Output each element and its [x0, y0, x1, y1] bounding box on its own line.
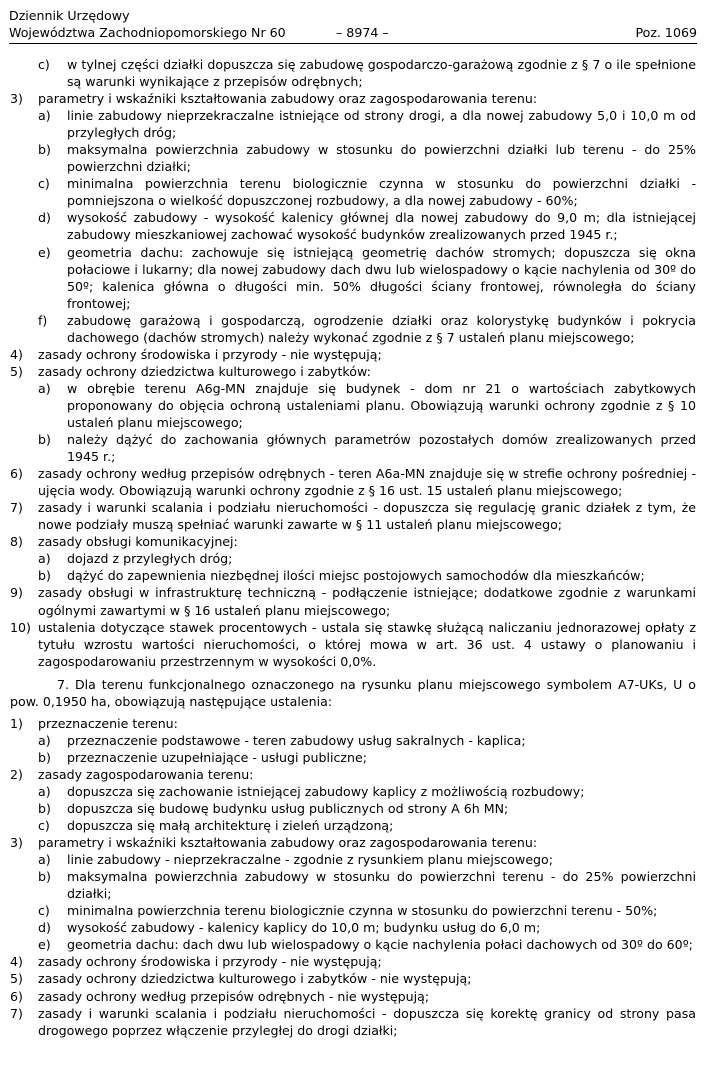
item-text: parametry i wskaźniki kształtowania zabudowy oraz zagospodarowania terenu: — [38, 91, 538, 107]
item-number: 3) — [10, 835, 23, 851]
sub-list-item — [10, 800, 696, 817]
list-item — [10, 363, 696, 380]
item-number: a) — [38, 380, 51, 396]
item-text: wysokość zabudowy - kalenicy kaplicy do 10,0 m; budynku usług do 6,0 m; — [67, 920, 541, 936]
item-text: dojazd z przyległych dróg; — [67, 551, 233, 567]
position-number: Poz. 1069 — [635, 25, 697, 40]
item-text: wysokość zabudowy - wysokość kalenicy głównej dla nowej zabudowy do 9,0 m; dla istniejącej zabudowy mieszkaniowej zachować wysokość budynków zrealizowanych przed 1945 r.; — [67, 210, 696, 243]
item-text: minimalna powierzchnia terenu biologicznie czynna w stosunku do powierzchni terenu - 50%; — [67, 903, 658, 919]
list-item — [10, 766, 696, 783]
item-text: zasady ochrony dziedzictwa kulturowego i zabytków - nie występują; — [38, 971, 472, 987]
item-number: d) — [38, 210, 51, 226]
list-item — [10, 346, 696, 363]
item-text: zasady ochrony środowiska i przyrody - nie występują; — [38, 346, 382, 362]
item-number: a) — [38, 108, 51, 124]
item-number: 4) — [10, 954, 23, 970]
journal-name-line: Dziennik Urzędowy — [9, 8, 130, 23]
item-text: należy dążyć do zachowania głównych parametrów pozostałych domów zrealizowanych przed 1945 r.; — [67, 432, 696, 465]
sub-list-item — [10, 851, 696, 868]
item-number: 7) — [10, 1005, 23, 1021]
item-text: dopuszcza się małą architekturę i zieleń urządzoną; — [67, 818, 394, 834]
sub-list-item — [10, 936, 696, 953]
item-text: zasady obsługi w infrastrukturę techniczną - podłączenie istniejące; dodatkowe zgodnie z warunkami ogólnymi zawartymi w § 16 ustaleń planu miejscowego; — [38, 585, 696, 618]
list-item — [10, 970, 696, 987]
item-text: w obrębie terenu A6g-MN znajduje się budynek - dom nr 21 o wartościach zabytkowych proponowany do objęcia ochroną ustaleniami planu. Obowiązują warunki ochrony zgodnie z § 10 ustaleń planu miejscowego; — [67, 380, 696, 430]
item-number: c) — [38, 903, 50, 919]
item-number: d) — [38, 920, 51, 936]
list-item — [10, 715, 696, 732]
item-number: c) — [38, 57, 50, 72]
list-item — [10, 533, 696, 550]
item-text: zasady ochrony środowiska i przyrody - nie występują; — [38, 954, 382, 970]
item-text: minimalna powierzchnia terenu biologicznie czynna w stosunku do powierzchni działki - pomniejszona o wielkość dopuszczonej rozbudowy, a dla nowej zabudowy - 60%; — [67, 176, 696, 209]
item-text: maksymalna powierzchnia zabudowy w stosunku do powierzchni działki lub terenu - do 25% powierzchni działki; — [67, 142, 696, 175]
sub-list-item — [10, 175, 696, 209]
item-text: zasady i warunki scalania i podziału nieruchomości - dopuszcza się korektę granicy od strony pasa drogowego poprzez włączenie przyległej do drogi działki; — [38, 1005, 696, 1038]
item-text: dopuszcza się budowę budynku usług publicznych od strony A 6h MN; — [67, 801, 509, 817]
item-number: b) — [38, 142, 51, 158]
item-number: 2) — [10, 766, 23, 782]
list-item — [10, 953, 696, 970]
sub-list-item — [10, 244, 696, 312]
item-number: 9) — [10, 585, 23, 601]
document-body — [10, 56, 696, 1039]
sub-list-item — [10, 550, 696, 567]
item-text: ustalenia dotyczące stawek procentowych - ustala się stawkę służącą naliczaniu jednorazowej opłaty z tytułu wzrostu wartości nieruchomości, o której mowa w art. 36 ust. 4 ustawy o planowaniu i zagospodarowaniu przestrzennym w wysokości 0,0%. — [38, 619, 696, 669]
item-text: maksymalna powierzchnia zabudowy w stosunku do powierzchni terenu - do 25% powierzchni działki; — [67, 869, 696, 902]
list-item — [10, 1005, 696, 1039]
list-item — [10, 499, 696, 533]
item-number: 6) — [10, 988, 23, 1004]
item-number: 5) — [10, 363, 23, 379]
item-number: a) — [38, 783, 51, 799]
header-divider — [9, 43, 697, 44]
item-text: przeznaczenie terenu: — [38, 715, 178, 731]
list-item — [10, 834, 696, 851]
item-text: zasady ochrony według przepisów odrębnych - nie występują; — [38, 988, 430, 1004]
list-item — [10, 584, 696, 618]
page-number: – 8974 – — [336, 25, 389, 40]
sub-list-item — [10, 732, 696, 749]
item-number: c) — [38, 818, 50, 834]
item-number: a) — [38, 852, 51, 868]
item-number: b) — [38, 869, 51, 885]
sub-list-item — [10, 749, 696, 766]
sub-list-item — [10, 107, 696, 141]
list-item — [10, 465, 696, 499]
item-number: 3) — [10, 91, 23, 107]
item-text: dopuszcza się zachowanie istniejącej zabudowy kaplicy z możliwością rozbudowy; — [67, 783, 585, 799]
item-text: linie zabudowy nieprzekraczalne istniejące od strony drogi, a dla nowej zabudowy 5,0 i 10,0 m od przyległych dróg; — [67, 108, 696, 141]
item-number: 1) — [10, 715, 23, 731]
item-number: 8) — [10, 534, 23, 550]
item-text: zasady zagospodarowania terenu: — [38, 766, 254, 782]
section-paragraph: 7. Dla terenu funkcjonalnego oznaczonego na rysunku planu miejscowego symbolem A7-UKs, U o pow. 0,1950 ha, obowiązują następujące ustalenia: — [10, 676, 696, 709]
sub-list-item — [10, 209, 696, 243]
item-number: b) — [38, 801, 51, 817]
item-number: e) — [38, 244, 51, 260]
sub-list-item — [10, 312, 696, 346]
item-number: 7) — [10, 500, 23, 516]
item-text: zasady ochrony według przepisów odrębnych - teren A6a-MN znajduje się w strefie ochrony pośredniej - ujęcia wody. Obowiązują warunki ochrony zgodnie z § 16 ust. 15 ustaleń planu miejscowego; — [38, 466, 696, 499]
item-number: b) — [38, 568, 51, 584]
item-number: a) — [38, 732, 51, 748]
item-text: zasady ochrony dziedzictwa kulturowego i zabytków: — [38, 363, 371, 379]
item-number: a) — [38, 551, 51, 567]
item-text: w tylnej części działki dopuszcza się zabudowę gospodarczo-garażową zgodnie z § 7 o ile spełnione są warunki wynikające z przepisów odrębnych; — [67, 57, 696, 90]
journal-title: Województwa Zachodniopomorskiego Nr 60 — [9, 25, 286, 40]
item-text: linie zabudowy - nieprzekraczalne - zgodnie z rysunkiem planu miejscowego; — [67, 852, 554, 868]
sub-list-item — [10, 817, 696, 834]
item-number: b) — [38, 432, 51, 448]
item-text: przeznaczenie uzupełniające - usługi publiczne; — [67, 749, 367, 765]
item-number: 4) — [10, 346, 23, 362]
sub-list-item — [10, 431, 696, 465]
list-item — [10, 619, 696, 670]
sub-list-item — [10, 868, 696, 902]
item-number: b) — [38, 749, 51, 765]
item-text: geometria dachu: dach dwu lub wielospadowy o kącie nachylenia połaci dachowych od 30º do 60º; — [67, 937, 693, 953]
item-text: geometria dachu: zachowuje się istniejącą geometrię dachów stromych; dopuszcza się okna połaciowe i lukarny; dla nowej zabudowy dach dwu lub wielospadowy o kącie nachylenia od 30º do 50º; kalenica główna o długości min. 50% długości ściany frontowej, równoległa do ściany frontowej; — [67, 244, 696, 311]
item-number: c) — [38, 176, 50, 192]
item-text: parametry i wskaźniki kształtowania zabudowy oraz zagospodarowania terenu: — [38, 835, 538, 851]
sub-list-item — [10, 141, 696, 175]
sub-list-item — [10, 783, 696, 800]
item-text: zasady i warunki scalania i podziału nieruchomości - dopuszcza się regulację granic działek z tym, że nowe podziały muszą spełniać warunki zawarte w § 11 ustaleń planu miejscowego; — [38, 500, 696, 533]
sub-list-item — [10, 919, 696, 936]
item-text: dążyć do zapewnienia niezbędnej ilości miejsc postojowych samochodów dla mieszkańców; — [67, 568, 645, 584]
page-header — [9, 7, 697, 41]
item-text: zasady obsługi komunikacyjnej: — [38, 534, 238, 550]
item-number: 10) — [10, 619, 31, 635]
item-number: e) — [38, 937, 51, 953]
sub-list-item — [10, 567, 696, 584]
item-text: zabudowę garażową i gospodarczą, ogrodzenie działki oraz kolorystykę budynków i pokrycia dachowego (dachów stromych) należy wykonać zgodnie z § 7 ustaleń planu miejscowego; — [67, 312, 696, 345]
list-item — [10, 988, 696, 1005]
item-number: 6) — [10, 466, 23, 482]
item-text: przeznaczenie podstawowe - teren zabudowy usług sakralnych - kaplica; — [67, 732, 526, 748]
list-item — [10, 90, 696, 107]
journal-info-line — [9, 24, 697, 41]
sub-list-item — [10, 56, 696, 90]
item-number: f) — [38, 312, 48, 328]
sub-list-item — [10, 380, 696, 431]
sub-list-item — [10, 902, 696, 919]
item-number: 5) — [10, 971, 23, 987]
